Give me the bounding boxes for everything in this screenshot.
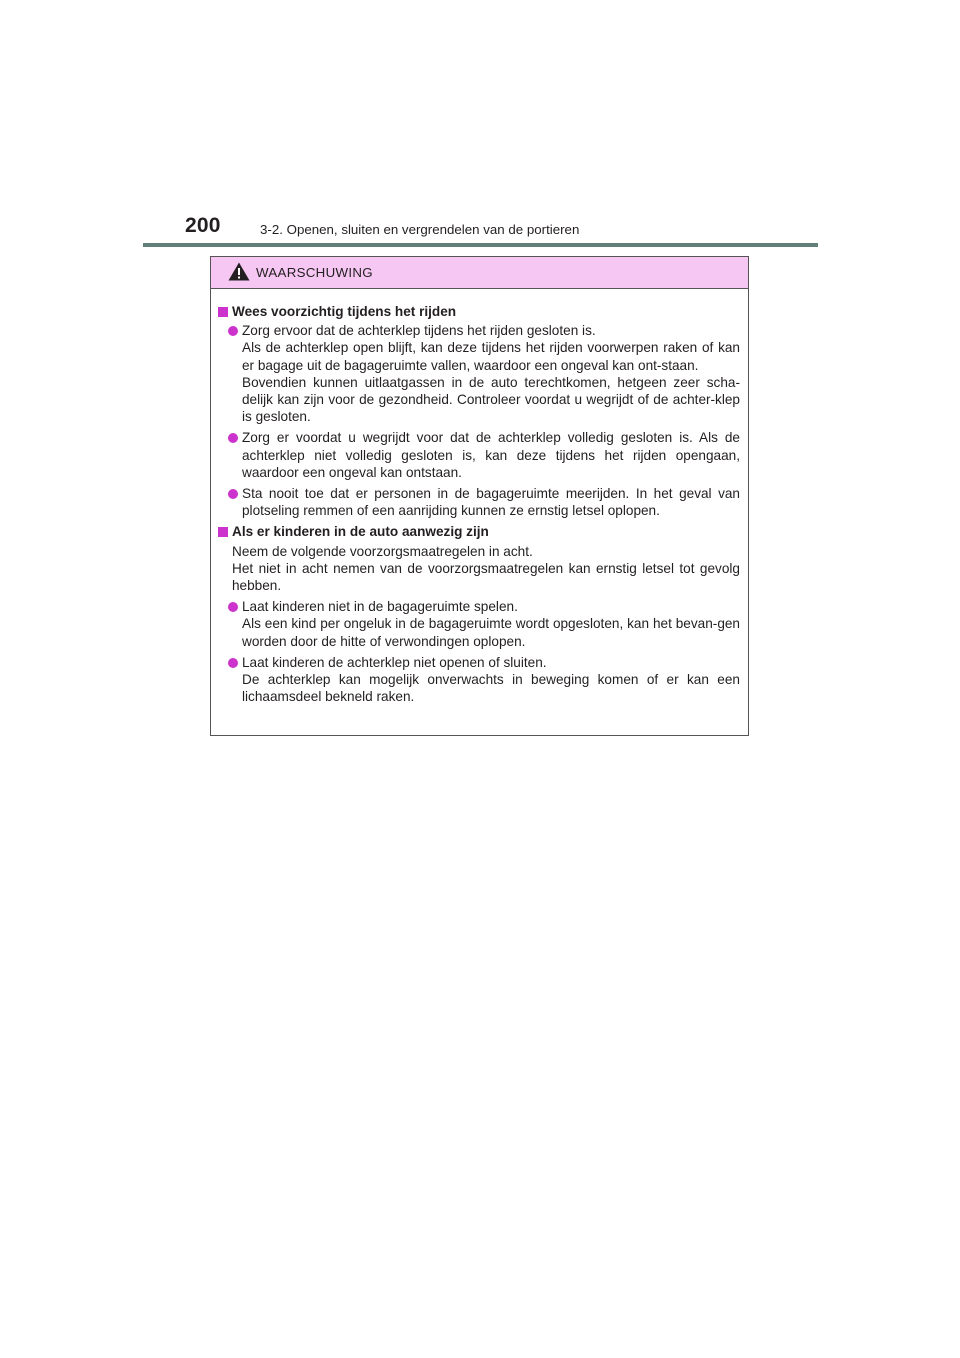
warning-header [211, 257, 748, 289]
warning-body [211, 289, 748, 705]
bullet-text: Zorg ervoor dat de achterklep tijdens het rijden gesloten is. [242, 323, 596, 339]
square-bullet-icon [218, 307, 228, 317]
warning-triangle-icon [228, 262, 250, 281]
bullet-text: Laat kinderen niet in de bagageruimte spelen. [242, 599, 518, 615]
bullet-text: Sta nooit toe dat er personen in de bagageruimte meerijden. In het geval van plotseling remmen of een aanrijding kunnen ze ernstig letsel oplopen. [242, 486, 740, 519]
section-heading [218, 303, 740, 320]
list-item [218, 654, 740, 706]
list-item [218, 598, 740, 650]
list-item [218, 429, 740, 481]
circle-bullet-icon [228, 326, 238, 336]
bullet-text: Zorg er voordat u wegrijdt voor dat de achterklep volledig gesloten is. Als de achterklep niet volledig gesloten is, kan deze tijdens het rijden opengaan, waardoor een ongeval kan ontstaan. [242, 430, 740, 480]
section-heading-text: Wees voorzichtig tijdens het rijden [232, 304, 457, 319]
intro-text: Neem de volgende voorzorgsmaatregelen in acht. [232, 543, 533, 559]
section-heading [218, 523, 740, 540]
header-rule [143, 243, 818, 247]
circle-bullet-icon [228, 489, 238, 499]
section-driving [218, 303, 740, 519]
circle-bullet-icon [228, 602, 238, 612]
section-intro [218, 543, 740, 595]
list-item [218, 322, 740, 425]
bullet-text: Als een kind per ongeluk in de bagageruimte wordt opgesloten, kan het bevan-gen worden door de hitte of verwondingen oplopen. [242, 616, 740, 649]
section-heading-text: Als er kinderen in de auto aanwezig zijn [232, 524, 489, 540]
bullet-text: De achterklep kan mogelijk onverwachts in beweging komen of er kan een lichaamsdeel bekneld raken. [242, 672, 740, 705]
bullet-text: Laat kinderen de achterklep niet openen of sluiten. [242, 654, 547, 670]
square-bullet-icon [218, 527, 228, 537]
circle-bullet-icon [228, 658, 238, 668]
bullet-text: Als de achterklep open blijft, kan deze tijdens het rijden voorwerpen raken of kan er bagage uit de bagageruimte vallen, waardoor een ongeval kan ont-staan. [242, 340, 740, 373]
chapter-title: 3-2. Openen, sluiten en vergrendelen van de portieren [260, 222, 580, 237]
warning-box [210, 256, 749, 736]
list-item [218, 485, 740, 519]
circle-bullet-icon [228, 433, 238, 443]
page-number: 200 [185, 214, 221, 237]
intro-text: Het niet in acht nemen van de voorzorgsmaatregelen kan ernstig letsel tot gevolg hebben. [232, 560, 740, 594]
warning-title: WAARSCHUWING [256, 265, 373, 280]
bullet-text: Bovendien kunnen uitlaatgassen in de auto terechtkomen, hetgeen zeer scha-delijk kan zijn voor de gezondheid. Controleer voordat u wegrijdt of de achter-klep is gesloten. [242, 374, 740, 425]
section-children [218, 523, 740, 705]
